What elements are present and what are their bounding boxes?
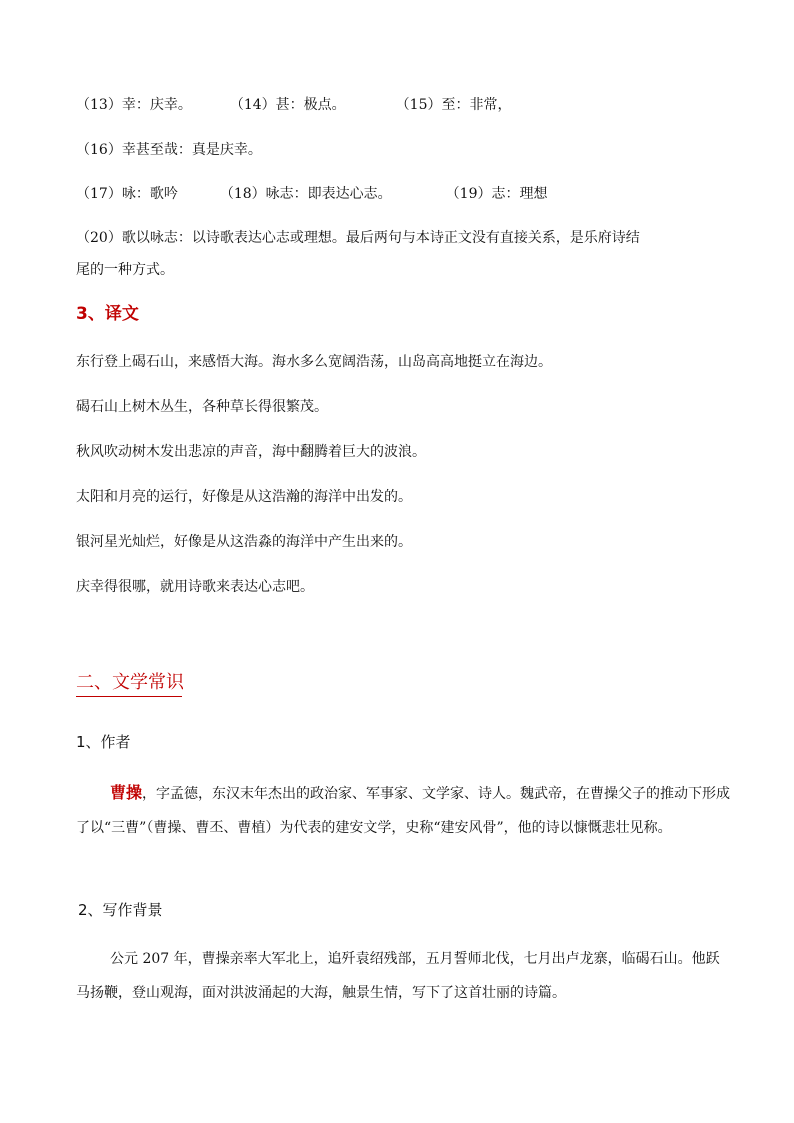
note-13: （13）幸：庆幸。 bbox=[76, 97, 192, 113]
author-name: 曹操 bbox=[110, 783, 143, 802]
note-14: （14）甚：极点。 bbox=[229, 97, 346, 113]
translation-line: 碣石山上树木丛生，各种草长得很繁茂。 bbox=[76, 399, 328, 415]
heading-underline bbox=[76, 696, 182, 697]
note-16: （16）幸甚至哉：真是庆幸。 bbox=[76, 142, 262, 158]
translation-line: 秋风吹动树木发出悲凉的声音，海中翻腾着巨大的波浪。 bbox=[76, 444, 426, 460]
translation-heading: 3、译文 bbox=[76, 304, 139, 324]
translation-line: 银河星光灿烂，好像是从这浩淼的海洋中产生出来的。 bbox=[76, 534, 412, 550]
note-15: （15）至：非常， bbox=[395, 97, 512, 113]
translation-line: 东行登上碣石山，来感悟大海。海水多么宽阔浩荡，山岛高高地挺立在海边。 bbox=[76, 354, 552, 370]
translation-line: 太阳和月亮的运行，好像是从这浩瀚的海洋中出发的。 bbox=[76, 489, 412, 505]
background-paragraph: 公元 207 年，曹操亲率大军北上，追歼袁绍残部，五月誓师北伐，七月出卢龙寨，临碣石山。他跃马扬鞭，登山观海，面对洪波涌起的大海，触景生情，写下了这首壮丽的诗篇。 bbox=[76, 951, 720, 1001]
background-subheading: 2、写作背景 bbox=[78, 901, 163, 919]
note-17: （17）咏：歌吟 bbox=[76, 186, 178, 202]
note-row-3 bbox=[76, 185, 547, 203]
translation-line: 庆幸得很哪，就用诗歌来表达心志吧。 bbox=[76, 579, 314, 595]
literature-heading: 二、文学常识 bbox=[76, 672, 184, 693]
note-20-line-1: （20）歌以咏志：以诗歌表达心志或理想。最后两句与本诗正文没有直接关系，是乐府诗结 bbox=[76, 230, 640, 246]
note-18: （18）咏志：即表达心志。 bbox=[219, 186, 392, 202]
note-19: （19）志：理想 bbox=[445, 186, 548, 202]
note-row-1 bbox=[76, 96, 511, 114]
author-text: ，字孟德，东汉末年杰出的政治家、军事家、文学家、诗人。魏武帝，在曹操父子的推动下形成了以“三曹”（曹操、曹丕、曹植）为代表的建安文学，史称“建安风骨”，他的诗以慷慨悲壮见称。 bbox=[76, 786, 731, 836]
author-paragraph bbox=[76, 776, 732, 845]
note-20-line-2: 尾的一种方式。 bbox=[76, 262, 174, 278]
author-subheading: 1、作者 bbox=[76, 733, 131, 751]
